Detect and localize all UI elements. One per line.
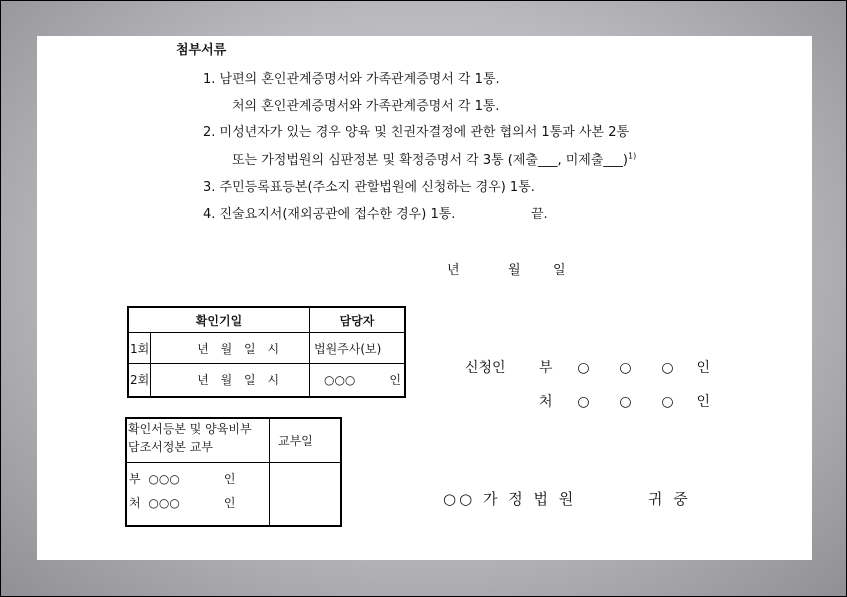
name-circle: ○	[619, 394, 632, 410]
round-1-date: 년 월 일 시	[151, 333, 310, 364]
husband-name: ○○○	[148, 471, 180, 486]
end-mark: 끝.	[531, 207, 548, 222]
name-circle: ○	[577, 360, 590, 376]
delivery-table	[125, 417, 342, 527]
husband-seal: 인	[223, 471, 236, 486]
confirm-date-table	[127, 306, 406, 398]
date-month: 월	[508, 263, 521, 278]
date-year: 년	[447, 263, 460, 278]
delivery-signatures	[126, 462, 270, 526]
name-circle: ○	[619, 360, 632, 376]
attachment-item-1: 1. 남편의 혼인관계증명서와 가족관계증명서 각 1통.	[203, 72, 500, 87]
attachment-item-3: 3. 주민등록표등본(주소지 관할법원에 신청하는 경우) 1통.	[203, 180, 535, 195]
date-day: 일	[553, 263, 566, 278]
staff-signature	[309, 364, 405, 397]
delivery-husband-row	[129, 467, 267, 491]
court-name: ○○ 가 정 법 원	[443, 490, 577, 508]
round-1-label: 1회	[128, 333, 151, 364]
confirm-date-header: 확인기일	[128, 307, 309, 333]
wife-seal: 인	[223, 495, 236, 510]
staff-name: ○○○	[323, 373, 356, 388]
delivery-header	[126, 418, 270, 462]
court-addressee: 귀 중	[648, 490, 691, 508]
delivery-day-header: 교부일	[270, 418, 342, 462]
staff-seal: 인	[389, 373, 401, 388]
applicant-label: 신청인	[465, 360, 506, 376]
attachment-item-1-cont: 처의 혼인관계증명서와 가족관계증명서 각 1통.	[232, 99, 500, 114]
staff-header: 담당자	[309, 307, 405, 333]
staff-title: 법원주사(보)	[309, 333, 405, 364]
applicant-husband-seal: 인	[696, 360, 711, 376]
attachment-item-2: 2. 미성년자가 있는 경우 양육 및 친권자결정에 관한 협의서 1통과 사본 2통	[203, 125, 630, 140]
round-2-date: 년 월 일 시	[151, 364, 310, 397]
husband-label: 부	[129, 471, 141, 486]
name-circle: ○	[661, 394, 674, 410]
applicant-wife-row	[539, 394, 710, 410]
wife-name: ○○○	[148, 495, 180, 510]
applicant-husband-row	[539, 360, 710, 376]
delivery-header-line2: 담조서정본 교부	[128, 440, 213, 454]
attachment-item-2-cont: 또는 가정법원의 심판정본 및 확정증명서 각 3통 (제출___, 미제출___)$^{1)}$	[232, 151, 637, 168]
applicant-wife-seal: 인	[696, 394, 711, 410]
round-2-label: 2회	[128, 364, 151, 397]
document-page	[37, 36, 812, 560]
attachments-title: 첨부서류	[176, 43, 227, 58]
delivery-wife-row	[129, 491, 267, 515]
name-circle: ○	[577, 394, 590, 410]
delivery-header-line1: 확인서등본 및 양육비부	[128, 422, 252, 436]
footnote-mark: 1)	[628, 151, 637, 161]
name-circle: ○	[661, 360, 674, 376]
delivery-day-cell	[270, 462, 342, 526]
wife-label: 처	[129, 495, 141, 510]
applicant-husband-label: 부	[539, 360, 553, 376]
attachment-item-4: 4. 진술요지서(재외공관에 접수한 경우) 1통.	[203, 207, 456, 222]
applicant-wife-label: 처	[539, 394, 553, 410]
